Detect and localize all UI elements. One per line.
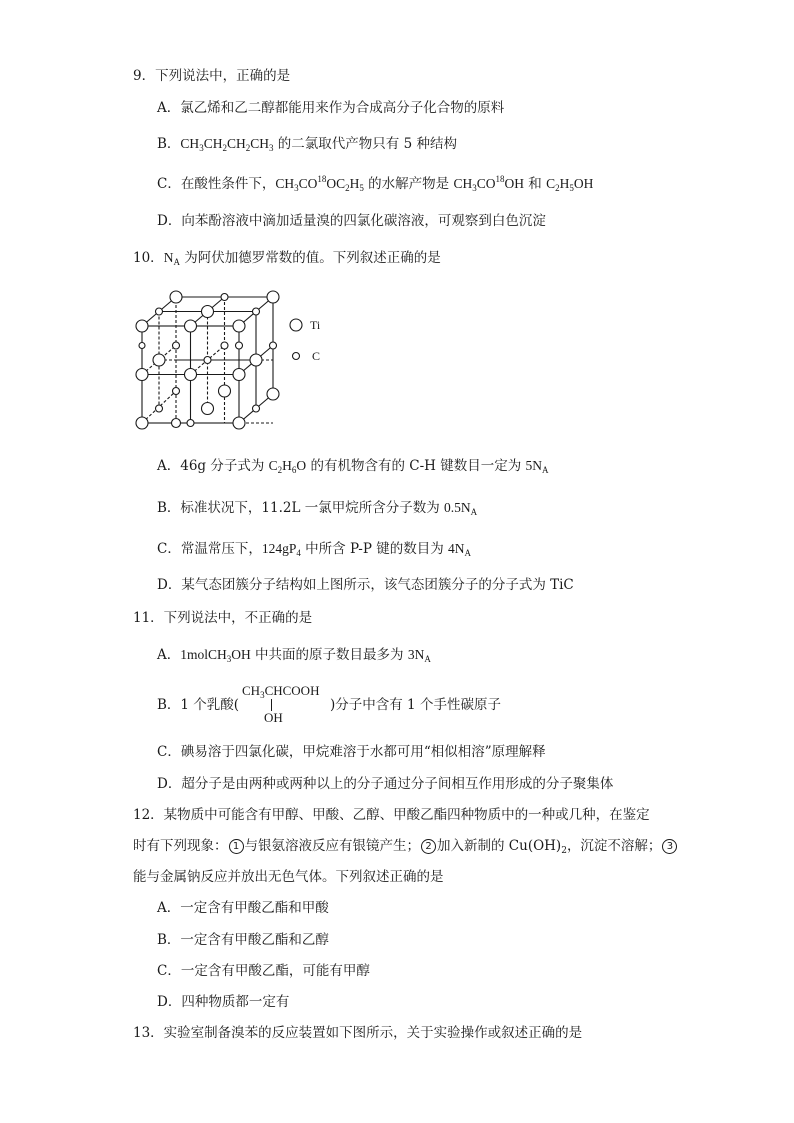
circled-3: 3	[662, 839, 677, 854]
q12-option-d: D．四种物质都一定有	[157, 994, 290, 1010]
q11-option-d: D．超分子是由两种或两种以上的分子通过分子间相互作用形成的分子聚集体	[157, 776, 614, 792]
circled-2: 2	[421, 839, 436, 854]
legend-c-symbol	[293, 353, 300, 360]
q12-stem-line3: 能与金属钠反应并放出无色气体。下列叙述正确的是	[133, 869, 444, 885]
q10-stem: 10．$N_A$ 为阿伏加德罗常数的值。下列叙述正确的是	[133, 250, 441, 267]
legend-c-label: C	[312, 349, 321, 363]
legend-ti-label: Ti	[310, 318, 321, 332]
q12-option-c: C．一定含有甲酸乙酯，可能有甲醇	[157, 963, 370, 979]
q11-option-c: C．碘易溶于四氯化碳，甲烷难溶于水都可用“相似相溶”原理解释	[157, 744, 546, 760]
legend-ti-symbol	[290, 319, 302, 331]
q12-option-a: A．一定含有甲酸乙酯和甲酸	[157, 900, 329, 916]
q9-option-c: C．在酸性条件下，$CH_3CO^{18}OC_2H_5$ 的水解产物是 $CH_3CO^{18}OH$ 和 $C_2H_5OH$	[157, 174, 594, 193]
q12-stem-line1: 12．某物质中可能含有甲醇、甲酸、乙醇、甲酸乙酯四种物质中的一种或几种，在鉴定	[133, 807, 650, 823]
q12-option-b: B．一定含有甲酸乙酯和乙醇	[157, 932, 329, 948]
q13-stem: 13．实验室制备溴苯的反应装置如下图所示，关于实验操作或叙述正确的是	[133, 1025, 583, 1041]
q11-option-b-suffix: )分子中含有 1 个手性碳原子	[330, 697, 501, 713]
q10-option-a: A．46g 分子式为 $C_2H_6O$ 的有机物含有的 C-H 键数目一定为 $5N_A$	[157, 458, 549, 475]
q10-option-b: B．标准状况下，11.2L 一氯甲烷所含分子数为 $0.5N_A$	[157, 500, 478, 517]
q11-stem: 11．下列说法中，不正确的是	[133, 610, 313, 626]
q10-option-d: D．某气态团簇分子结构如上图所示，该气态团簇分子的分子式为 TiC	[157, 577, 574, 593]
q9-option-b: B．$CH_3CH_2CH_2CH_3$ 的二氯取代产物只有 5 种结构	[157, 136, 457, 153]
q12-stem-line2: 时有下列现象： 1 与银氨溶液反应有银镜产生； 2 加入新制的 $Cu(OH)_2$，沉淀不溶解； 3	[133, 837, 678, 855]
q11-option-a: A．1molCH$_3$OH 中共面的原子数目最多为 $3N_A$	[157, 647, 431, 664]
q9-stem: 9．下列说法中，正确的是	[133, 68, 291, 84]
ti-c-cluster-diagram	[130, 285, 340, 435]
circled-1: 1	[229, 839, 244, 854]
q11-option-b-prefix: B．1 个乳酸(	[157, 697, 240, 713]
lactic-acid-structure: $CH_3CHCOOH$ OH	[242, 683, 320, 725]
q10-option-c: C．常温常压下，$124gP_4$ 中所含 P-P 键的数目为 $4N_A$	[157, 541, 472, 558]
q9-option-a: A．氯乙烯和乙二醇都能用来作为合成高分子化合物的原料	[157, 100, 505, 116]
q9-option-d: D．向苯酚溶液中滴加适量溴的四氯化碳溶液，可观察到白色沉淀	[157, 213, 546, 229]
